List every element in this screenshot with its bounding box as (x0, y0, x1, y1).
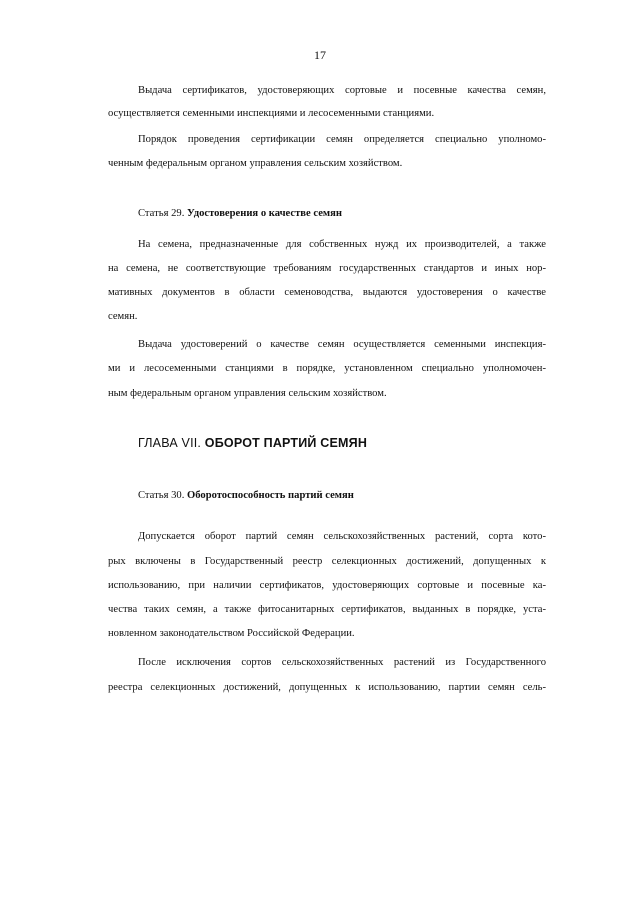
paragraph-line: осуществляется семенными инспекциями и лесосеменными станциями. (108, 108, 435, 119)
paragraph-line: на семена, не соответствующие требованиям государственных стандартов и иных нор- (108, 263, 546, 274)
paragraph-line: Выдача удостоверений о качестве семян осуществляется семенными инспекция- (138, 339, 546, 350)
chapter-title: ОБОРОТ ПАРТИЙ СЕМЯН (204, 436, 368, 450)
paragraph-line: Допускается оборот партий семян сельскохозяйственных растений, сорта кото- (138, 531, 546, 542)
page-number: 17 (314, 48, 326, 62)
article-30-title: Оборотоспособность партий семян (187, 490, 354, 501)
chapter-prefix: ГЛАВА VII. (138, 436, 202, 450)
paragraph-line: ми и лесосеменными станциями в порядке, установленном специально уполномочен- (108, 363, 546, 374)
paragraph-line: На семена, предназначенные для собственных нужд их производителей, а также (138, 239, 546, 250)
paragraph-line: рых включены в Государственный реестр селекционных достижений, допущенных к (108, 556, 546, 567)
paragraph-line: использованию, при наличии сертификатов, удостоверяющих сортовые и посевные ка- (108, 580, 546, 591)
paragraph-line: Выдача сертификатов, удостоверяющих сортовые и посевные качества семян, (138, 85, 546, 96)
article-29-prefix: Статья 29. (138, 208, 185, 219)
article-30-heading (138, 490, 354, 501)
paragraph-line: семян. (108, 311, 138, 322)
chapter-heading (138, 436, 367, 450)
paragraph-line: ным федеральным органом управления сельским хозяйством. (108, 388, 387, 399)
paragraph-line: мативных документов в области семеноводства, выдаются удостоверения о качестве (108, 287, 546, 298)
paragraph-line: ченным федеральным органом управления сельским хозяйством. (108, 158, 403, 169)
paragraph-line: реестра селекционных достижений, допущенных к использованию, партии семян сель- (108, 682, 546, 693)
article-29-heading (138, 208, 342, 219)
paragraph-line: Порядок проведения сертификации семян определяется специально уполномо- (138, 134, 546, 145)
paragraph-line: чества таких семян, а также фитосанитарных сертификатов, выданных в порядке, уста- (108, 604, 546, 615)
paragraph-line: После исключения сортов сельскохозяйственных растений из Государственного (138, 657, 546, 668)
article-29-title: Удостоверения о качестве семян (187, 208, 342, 219)
article-30-prefix: Статья 30. (138, 490, 185, 501)
paragraph-line: новленном законодательством Российской Федерации. (108, 628, 355, 639)
